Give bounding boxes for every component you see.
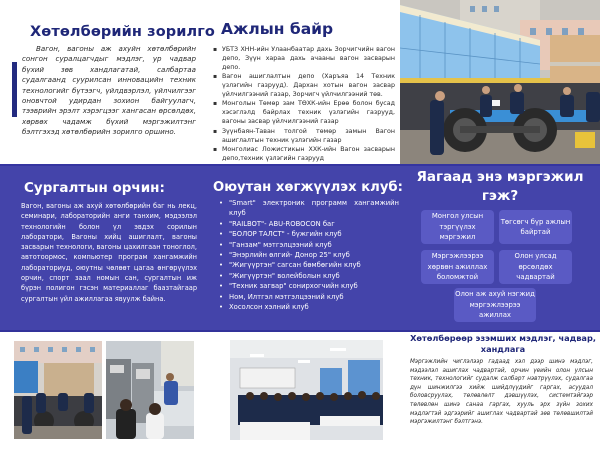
jobs-list-item: ▪ Зүүнбаян-Таван толгой төмөр замын Вагон ашиглалтын техник үзлэгийн газар — [213, 128, 395, 146]
club-item: • Ном, Илтгэл мэтгэлцээний клуб — [219, 292, 399, 302]
club-item: • "RAILBOT"- ABU-ROBOCON баг — [219, 219, 399, 229]
why-profession-title: Яагаад энэ мэргэжил гэж? — [416, 169, 584, 204]
club-item: • "Жигүүртэн" сагсан бөмбөгийн клуб — [219, 260, 399, 270]
program-goal-title: Хөтөлбөрийн зорилго — [30, 24, 215, 40]
student-clubs-list — [219, 198, 399, 312]
jobs-title: Ажлын байр — [221, 20, 334, 38]
locomotive-workshop-photo — [400, 0, 600, 164]
top-section — [0, 0, 600, 164]
jobs-list-item: ▪ УБТЗ ХНН-ийн Улаанбаатар дахь Зорчигчийн вагон депо, Зүүн хараа дахь ачааны вагон засварын депо. — [213, 46, 395, 73]
club-item: • Хосолсон хэлний клуб — [219, 302, 399, 312]
club-item: • "Smart" электроник программ хангамжийн клуб — [219, 198, 399, 219]
reason-card: Мэргэжлээрээ хөрвөн ажиллах боломжтой — [421, 250, 494, 284]
reason-card: Олон улсад өрсөлдөх чадвартай — [499, 250, 572, 284]
classroom-photo — [230, 340, 383, 440]
electrical-lab-photo — [106, 341, 194, 439]
jobs-list — [213, 46, 395, 164]
skills-title: Хөтөлбөрөөр эзэмших мэдлэг, чадвар, хандлага — [410, 333, 596, 354]
club-item: • "Техник загвар" сонирхогчийн клуб — [219, 281, 399, 291]
program-goal-text: Вагон, вагоны аж ахуйн хөтөлбөрийн сонгон суралцагчдыг мэдлэг, ур чадвар бүхий зөв хандлагатай, салбартаа судалгаанд суурилсан инновацийн техник технологийг бүтээгч, үйлдвэрлэл, үйлчилгээг оновчтой удирдан зохион байгуулагч, тээврийн эрэлт хэрэгцээг хангасан өрсөлдөх, хөрвөх чадамж бүхий мэргэжилтэнг бэлтгэхэд хөтөлбөрийн зорилго оршино. — [22, 44, 196, 137]
jobs-list-item: ▪ Вагон ашиглалтын депо (Харъяа 14 Техник үзлэгийн газрууд). Дархан хотын вагон засвар үйлчилгээний газар, Зорчигч үйлчилгээний төв. — [213, 73, 395, 100]
learning-environment-title: Сургалтын орчин: — [24, 180, 165, 196]
reason-card: Төгсөгч бүр ажлын байртай — [499, 210, 572, 244]
student-clubs-title: Оюутан хөгжүүлэх клуб: — [213, 180, 403, 195]
reason-card: Олон аж ахуй нэгжид мэргэжлээрээ ажиллах — [454, 288, 536, 322]
jobs-list-item: ▪ Монголын Төмөр зам ТӨХК-ийн Ерөө болон бусад хэсэглэлд байрлах техник үзлэгийн газрууд, вагоны засвар үйлчилгээний газар — [213, 100, 395, 127]
info-band — [0, 164, 600, 332]
skills-text: Мэргэжлийн чиглэлээр гадаад хэл дээр шинэ мэдлэг, мэдээлэл ашиглах чадвартай, орчин үеийн олон улсын техник, технологийг судалж салбарт нэвтрүүлэх, судалгаа дүн шинжилгээ хийж шийдлүүдийг гаргах, асуудал боловсруулах, төлөвлөлт дэвшүүлэх, системтэйгээр төлөвлөн шинэ санаа гаргах, хууль эрх зүйн зохих мэдлэгтэй эдгээрийг ашиглах чадвартай зөв төлөвшилтэй мэргэжилтэнг бэлтгэнэ. — [410, 359, 593, 426]
club-item: • "Ганзам" мэтгэлцээний клуб — [219, 240, 399, 250]
learning-environment-text: Вагон, вагоны аж ахуй хөтөлбөрийн баг нь лекц, семинари, лабораторийн анги танхим, мэдээлэл технологийн болон үл эвдэх сорилын лаборатори, Вагоны хийц ашиглалт, вагоны засварын технологи, вагоны цахилгаан тоноглол, автотоормос, компьютер програм хангамжийн лабораториуд, оюутны чөлөөт цагаа өнгөрүүлэх орчин, спорт заал номын сан, сургалтын иж бүрэн полигон гэсэн материаллаг баазтайгаар сургалтын үйл ажиллагаа явуулж байна. — [21, 202, 197, 303]
jobs-list-item: ▪ Монголиас Ложистикын ХХК-ийн Вагон засварын депо,техник үзлэгийн газрууд — [213, 146, 395, 164]
bogie-training-photo — [14, 341, 102, 439]
club-item: • "БОЛОР ТАЛСТ" - бүжгийн клуб — [219, 229, 399, 239]
reason-card: Монгол улсын тэргүүлэх мэргэжил — [421, 210, 494, 244]
club-item: • "Энэрлийн өлгий- Донор 25" клуб — [219, 250, 399, 260]
accent-bar — [12, 62, 17, 117]
club-item: • "Жигүүртэн" волейболын клуб — [219, 271, 399, 281]
